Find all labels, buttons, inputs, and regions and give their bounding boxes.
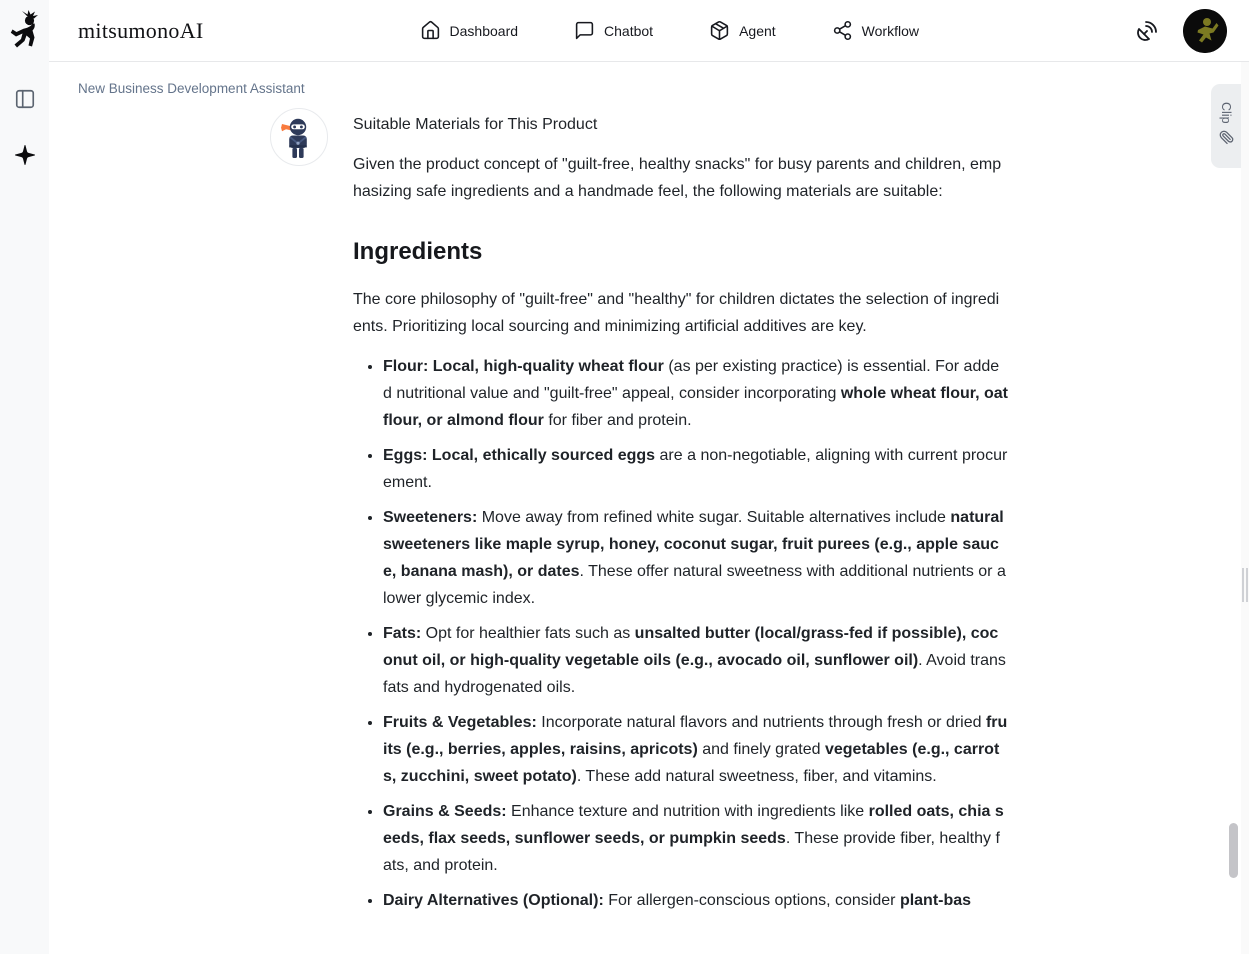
- list-item: • Flour: Local, high-quality wheat flour (as per existing practice) is essential. For added nutritional value and "guilt-free" appeal, consider incorporating whole wheat flour, oat flour, or almond flour for fiber and protein.: [383, 353, 1008, 434]
- header-right: [1135, 9, 1227, 53]
- main-nav: [204, 20, 1135, 41]
- brand-title[interactable]: mitsumonoAI: [78, 17, 204, 43]
- list-item: • Sweeteners: Move away from refined white sugar. Suitable alternatives include natural sweeteners like maple syrup, honey, coconut sugar, fruit purees (e.g., apple sauce, banana mash), or dates. These offer natural sweetness with additional nutrients or a lower glycemic index.: [383, 504, 1008, 612]
- sparkle-icon[interactable]: [0, 140, 49, 170]
- clip-tab[interactable]: [1211, 84, 1241, 168]
- header: [49, 0, 1249, 62]
- nav-chatbot[interactable]: [574, 20, 653, 41]
- nav-dashboard[interactable]: [420, 20, 519, 41]
- nav-dashboard-label: Dashboard: [449, 22, 519, 39]
- list-item: • Eggs: Local, ethically sourced eggs are a non-negotiable, aligning with current procurement.: [383, 442, 1008, 496]
- user-avatar[interactable]: [1183, 9, 1227, 53]
- paperclip-icon: [1219, 130, 1234, 150]
- sidebar: [0, 0, 49, 954]
- message-content: [353, 108, 1008, 922]
- section-intro: The core philosophy of "guilt-free" and "healthy" for children dictates the selection of ingredients. Prioritizing local sourcing and minimizing artificial additives are key.: [353, 291, 1000, 335]
- ninja-logo-icon: [8, 10, 42, 52]
- nav-workflow-label: Workflow: [861, 22, 919, 39]
- list-item: • Fruits & Vegetables: Incorporate natural flavors and nutrients through fresh or dried fruits (e.g., berries, apples, raisins, apricots) and finely grated vegetables (e.g., carrots, zucchini, sweet potato). These add natural sweetness, fiber, and vitamins.: [383, 709, 1008, 790]
- list-item: • Grains & Seeds: Enhance texture and nutrition with ingredients like rolled oats, chia seeds, flax seeds, sunflower seeds, or pumpkin seeds. These provide fiber, healthy fats, and protein.: [383, 798, 1008, 879]
- nav-agent[interactable]: [709, 20, 776, 41]
- list-item: • Fats: Opt for healthier fats such as unsalted butter (local/grass-fed if possible), coconut oil, or high-quality vegetable oils (e.g., avocado oil, sunflower oil). Avoid trans fats and hydrogenated oils.: [383, 620, 1008, 701]
- home-icon: [420, 20, 441, 41]
- message-intro: Given the product concept of "guilt-free, healthy snacks" for busy parents and children, emphasizing safe ingredients and a handmade feel, the following materials are suitable:: [353, 156, 1002, 200]
- section-heading: Ingredients: [353, 238, 483, 265]
- list-item: • Dairy Alternatives (Optional): For allergen-conscious options, consider plant-bas: [383, 887, 1008, 914]
- chat-main: [49, 63, 1249, 954]
- satellite-dish-icon[interactable]: [1135, 19, 1159, 43]
- nav-workflow[interactable]: [832, 20, 919, 41]
- ingredients-list: [353, 353, 1008, 914]
- clip-tab-label: Clip: [1219, 101, 1233, 124]
- chat-bubble-icon: [574, 20, 595, 41]
- panel-resize-handle[interactable]: [1242, 568, 1248, 602]
- panel-toggle-icon[interactable]: [0, 84, 49, 114]
- package-cube-icon: [709, 20, 730, 41]
- assistant-message: [270, 108, 1012, 922]
- nav-agent-label: Agent: [739, 22, 776, 39]
- share-network-icon: [832, 20, 853, 41]
- message-title: Suitable Materials for This Product: [353, 116, 598, 133]
- breadcrumb: New Business Development Assistant: [78, 81, 305, 96]
- ninja-assistant-avatar: [270, 108, 328, 166]
- nav-chatbot-label: Chatbot: [604, 22, 654, 39]
- scrollbar-thumb[interactable]: [1229, 823, 1238, 878]
- right-rail: [1241, 62, 1249, 954]
